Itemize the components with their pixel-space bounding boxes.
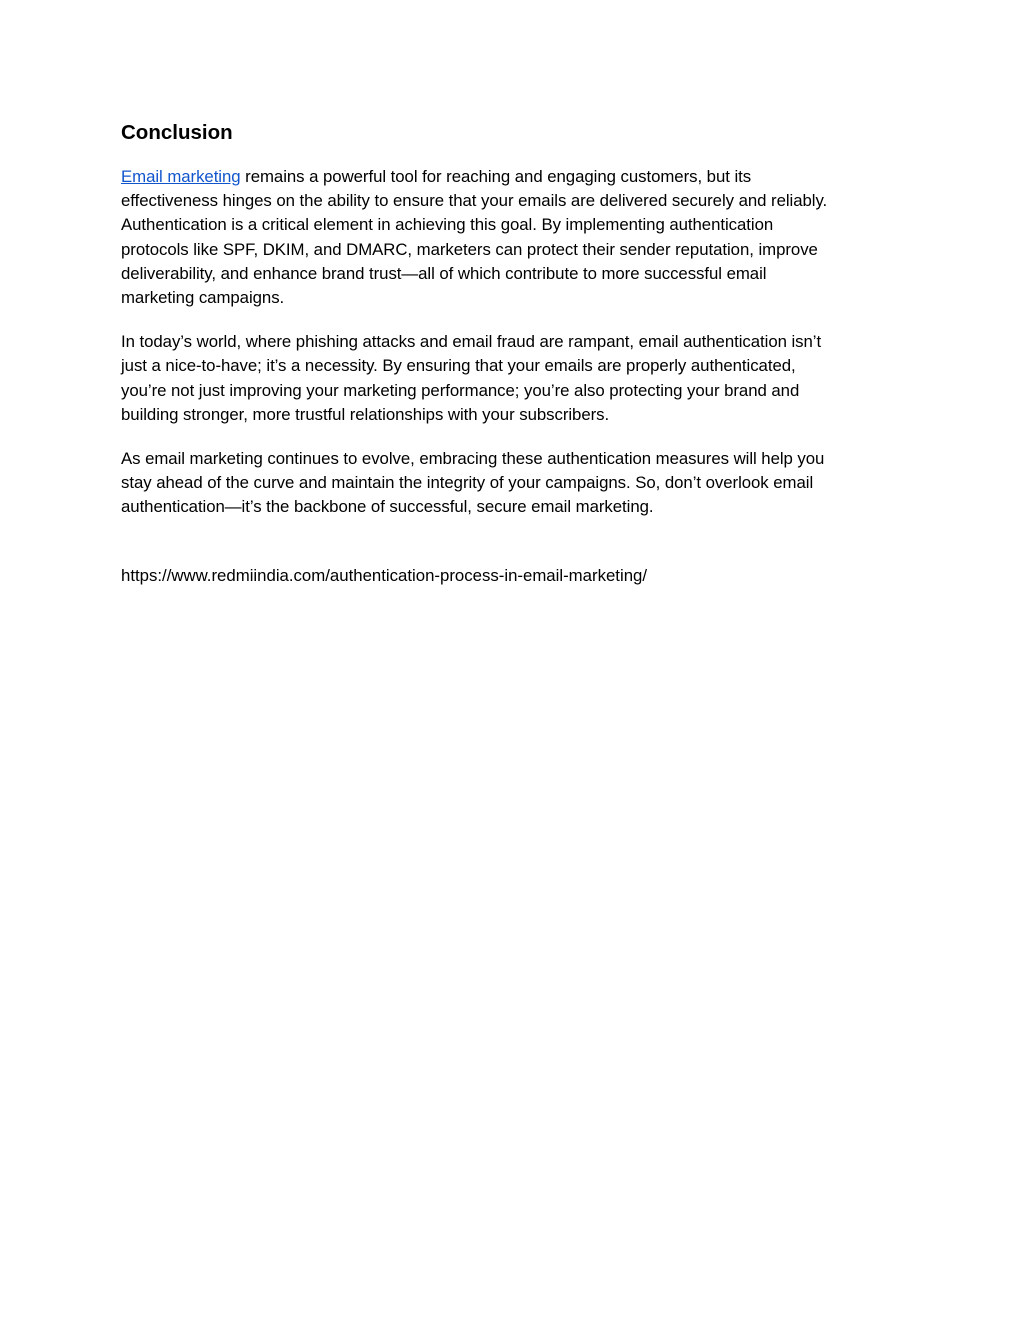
paragraph-3-line: stay ahead of the curve and maintain the integrity of your campaigns. So, don’t overlook email [121, 473, 814, 493]
paragraph-2-line: just a nice-to-have; it’s a necessity. By ensuring that your emails are properly authenticated, [121, 356, 796, 376]
paragraph-3-line: As email marketing continues to evolve, embracing these authentication measures will help you [121, 449, 825, 469]
paragraph-1-line: effectiveness hinges on the ability to ensure that your emails are delivered securely and reliably. [121, 191, 828, 211]
paragraph-1-line [121, 165, 911, 189]
paragraph-2 [121, 330, 911, 427]
paragraph-2-line: In today’s world, where phishing attacks and email fraud are rampant, email authentication isn’t [121, 332, 822, 352]
email-marketing-link[interactable]: Email marketing [121, 167, 241, 186]
section-heading: Conclusion [121, 121, 233, 144]
paragraph-3-line: authentication—it’s the backbone of successful, secure email marketing. [121, 497, 654, 517]
paragraph-3 [121, 447, 911, 520]
source-url: https://www.redmiindia.com/authentication-process-in-email-marketing/ [121, 565, 648, 585]
paragraph-1-line: deliverability, and enhance brand trust—all of which contribute to more successful email [121, 263, 767, 283]
paragraph-2-line: building stronger, more trustful relationships with your subscribers. [121, 404, 610, 424]
paragraph-1 [121, 165, 911, 310]
paragraph-2-line: you’re not just improving your marketing performance; you’re also protecting your brand and [121, 380, 800, 400]
paragraph-1-line: marketing campaigns. [121, 288, 285, 308]
document-body [121, 118, 911, 588]
paragraph-1-text: remains a powerful tool for reaching and engaging customers, but its [240, 167, 752, 186]
paragraph-1-line: protocols like SPF, DKIM, and DMARC, marketers can protect their sender reputation, improve [121, 239, 818, 259]
paragraph-1-line: Authentication is a critical element in achieving this goal. By implementing authentication [121, 215, 774, 235]
